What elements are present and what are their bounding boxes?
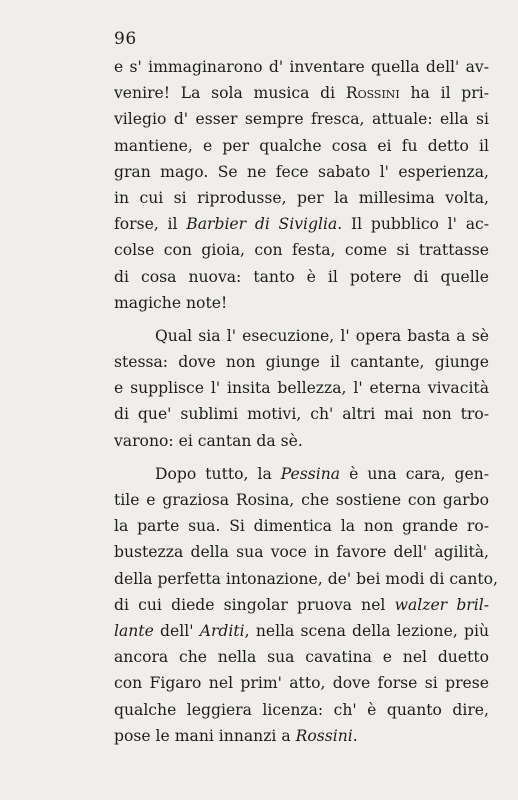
body-text xyxy=(114,54,499,749)
text-line: e s' immaginarono d' inventare quella dell' av- xyxy=(114,58,489,76)
text-line: colse con gioia, con festa, come si trattasse xyxy=(114,241,489,260)
text-line: Dopo tutto, la Pessina è una cara, gen- xyxy=(155,464,489,483)
paragraph xyxy=(114,54,489,316)
text-line: con Figaro nel prim' atto, dove forse si prese xyxy=(114,674,489,693)
text-line: Qual sia l' esecuzione, l' opera basta a sè xyxy=(155,326,489,345)
page-number: 96 xyxy=(114,29,137,49)
text-line: di cui diede singolar pruova nel walzer bril- xyxy=(114,595,489,614)
text-line: qualche leggiera licenza: ch' è quanto dire, xyxy=(114,700,489,719)
text-line: venire! La sola musica di Rossini ha il pri- xyxy=(114,84,489,103)
text-line: di que' sublimi motivi, ch' altri mai non tro- xyxy=(114,405,489,424)
text-line: forse, il Barbier di Siviglia. Il pubblico l' ac- xyxy=(114,215,489,234)
text-line: pose le mani innanzi a Rossini. xyxy=(114,726,358,745)
paragraph-spacer xyxy=(114,316,489,323)
text-line: lante dell' Arditi, nella scena della lezione, più xyxy=(114,621,489,640)
text-line: della perfetta intonazione, de' bei modi di canto, xyxy=(114,569,499,588)
text-line: la parte sua. Si dimentica la non grande ro- xyxy=(114,517,489,536)
text-line: varono: ei cantan da sè. xyxy=(114,431,303,450)
text-line: tile e graziosa Rosina, che sostiene con garbo xyxy=(114,491,489,509)
paragraph xyxy=(114,461,499,749)
text-line: bustezza della sua voce in favore dell' agilità, xyxy=(114,543,489,562)
text-line: vilegio d' esser sempre fresca, attuale: ella si xyxy=(114,110,489,129)
text-line: gran mago. Se ne fece sabato l' esperienza, xyxy=(114,162,489,181)
text-line: stessa: dove non giunge il cantante, giunge xyxy=(114,353,489,372)
text-line: in cui si riprodusse, per la millesima volta, xyxy=(114,188,489,207)
text-line: e supplisce l' insita bellezza, l' eterna vivacità xyxy=(114,379,489,398)
text-line: di cosa nuova: tanto è il potere di quelle xyxy=(114,267,489,286)
text-line: ancora che nella sua cavatina e nel duetto xyxy=(114,648,489,667)
paragraph xyxy=(114,323,489,454)
paragraph-spacer xyxy=(114,454,489,461)
text-line: mantiene, e per qualche cosa ei fu detto il xyxy=(114,136,489,155)
text-line: magiche note! xyxy=(114,293,228,312)
